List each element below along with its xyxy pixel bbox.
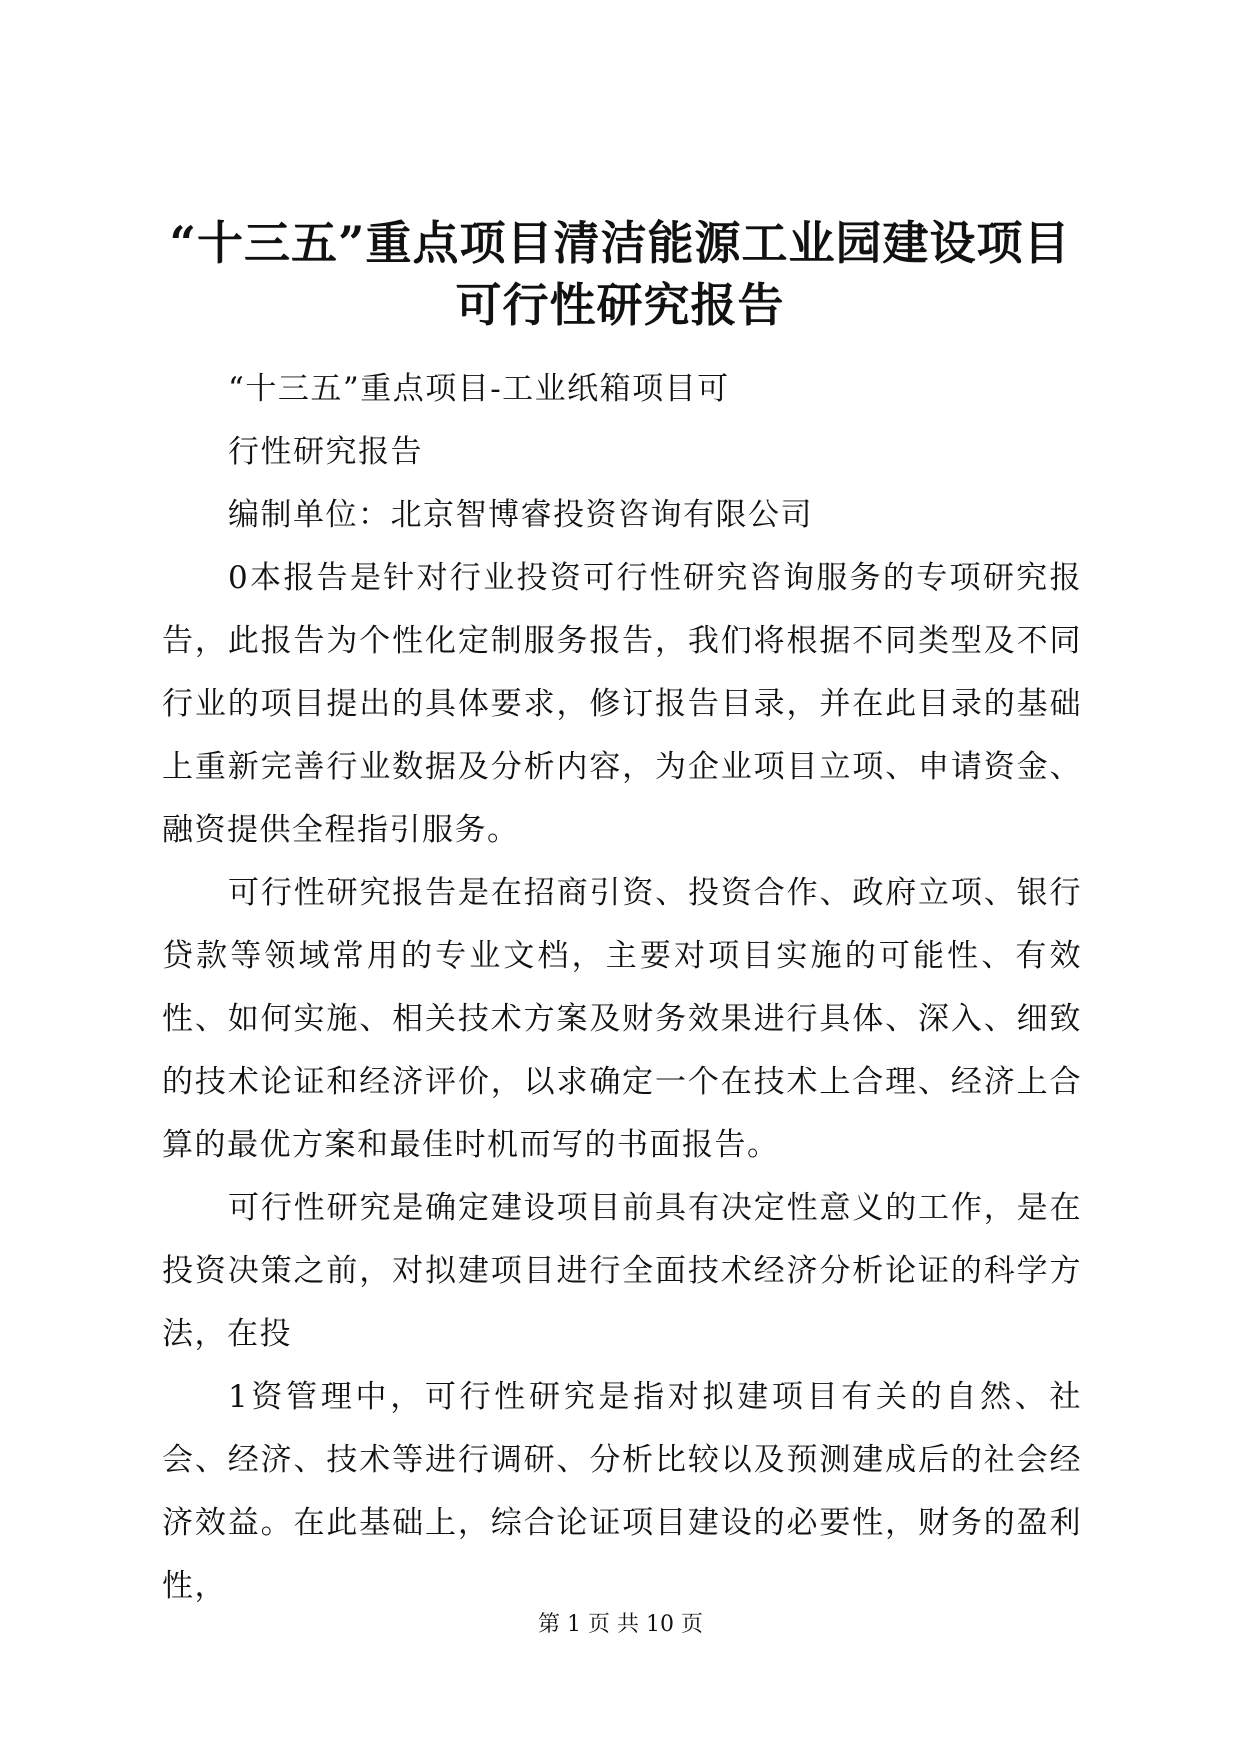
paragraph-intro: 0本报告是针对行业投资可行性研究咨询服务的专项研究报告，此报告为个性化定制服务报告，我们将根据不同类型及不同行业的项目提出的具体要求，修订报告目录，并在此目录的基础上重新完善行业数据及分析内容，为企业项目立项、申请资金、融资提供全程指引服务。 xyxy=(162,560,1082,848)
document-title xyxy=(150,212,1090,336)
page-footer: 第 1 页 共 10 页 xyxy=(538,1612,703,1637)
title-line-2: 可行性研究报告 xyxy=(455,278,785,332)
paragraph-subtitle-1: “十三五”重点项目-工业纸箱项目可 xyxy=(228,371,730,407)
paragraph-management: 1资管理中，可行性研究是指对拟建项目有关的自然、社会、经济、技术等进行调研、分析比较以及预测建成后的社会经济效益。在此基础上，综合论证项目建设的必要性，财务的盈利性， xyxy=(162,1379,1082,1604)
title-line-1: “十三五”重点项目清洁能源工业园建设项目 xyxy=(169,216,1071,270)
paragraph-definition: 可行性研究报告是在招商引资、投资合作、政府立项、银行贷款等领域常用的专业文档，主要对项目实施的可能性、有效性、如何实施、相关技术方案及财务效果进行具体、深入、细致的技术论证和经济评价，以求确定一个在技术上合理、经济上合算的最优方案和最佳时机而写的书面报告。 xyxy=(162,875,1082,1163)
paragraph-author: 编制单位：北京智博睿投资咨询有限公司 xyxy=(228,497,813,533)
paragraph-subtitle-2: 行性研究报告 xyxy=(228,434,423,470)
paragraph-importance: 可行性研究是确定建设项目前具有决定性意义的工作，是在投资决策之前，对拟建项目进行全面技术经济分析论证的科学方法，在投 xyxy=(162,1190,1082,1352)
document-body xyxy=(162,358,1082,1618)
